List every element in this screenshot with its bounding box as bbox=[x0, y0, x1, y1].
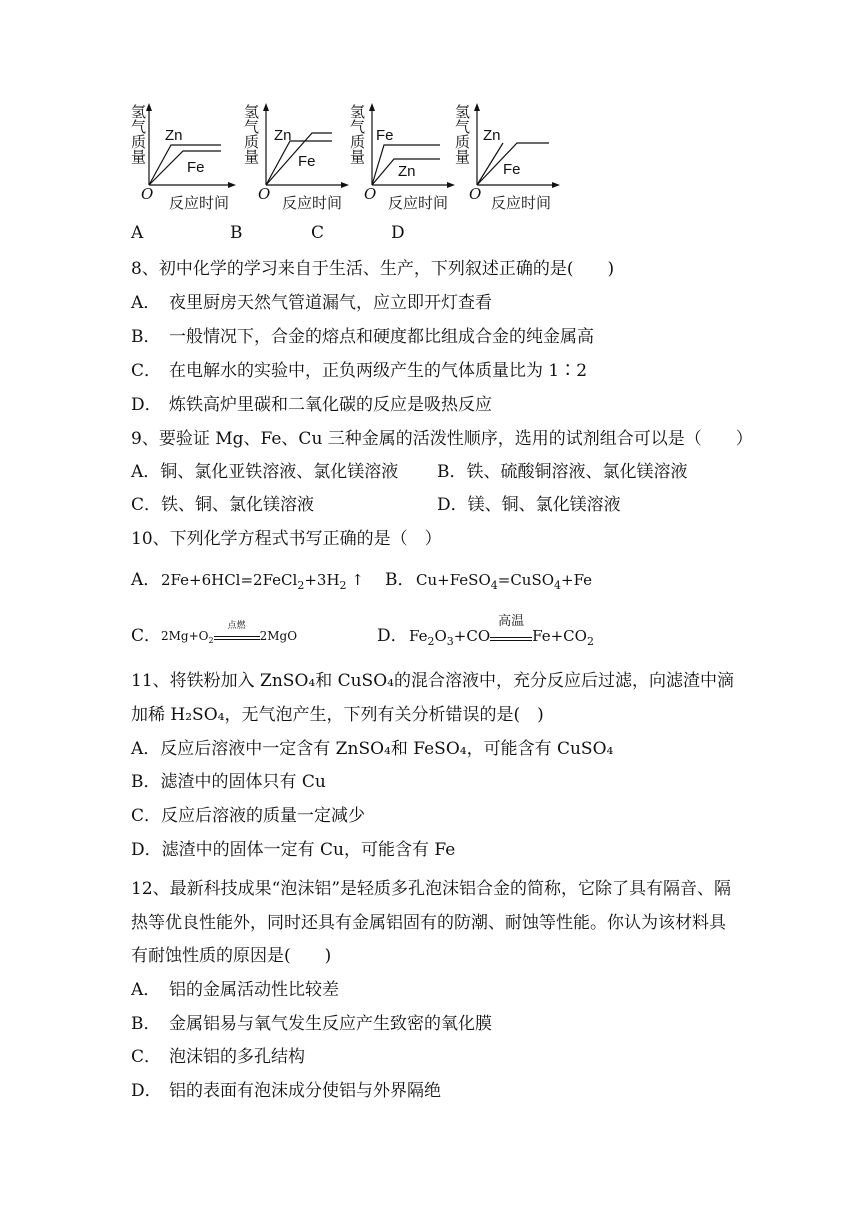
q7-graph-c bbox=[350, 103, 460, 213]
x-axis-label: 反应时间 bbox=[491, 194, 552, 212]
option-b: B．铁、硫酸铜溶液、氯化镁溶液 bbox=[437, 462, 688, 482]
option-a: A． 夜里厨房天然气管道漏气，应立即开灯查看 bbox=[131, 293, 492, 313]
bottom-curve-label: Fe bbox=[187, 159, 205, 176]
question-stem-continued: 加稀 H₂SO₄，无气泡产生，下列有关分析错误的是( ) bbox=[131, 705, 544, 725]
option-c: C． 在电解水的实验中，正负两级产生的气体质量比为 1∶2 bbox=[131, 361, 588, 381]
option-b: B．滤渣中的固体只有 Cu bbox=[131, 772, 326, 792]
x-axis-label: 反应时间 bbox=[169, 194, 230, 212]
question-stem: 11、将铁粉加入 ZnSO₄和 CuSO₄的混合溶液中，充分反应后过滤，向滤渣中滴 bbox=[131, 671, 734, 691]
option-letter: B bbox=[230, 223, 243, 243]
origin-label: O bbox=[364, 185, 377, 203]
option-row bbox=[131, 461, 688, 483]
q7-graph-a bbox=[131, 103, 241, 213]
option-label: D． bbox=[377, 626, 408, 646]
graph-axes bbox=[350, 103, 460, 198]
option-d: D． 铝的表面有泡沫成分使铝与外界隔绝 bbox=[131, 1081, 441, 1101]
equation-d: $Fe_2O_3+CO$ 高温 $Fe+CO_2$ bbox=[409, 614, 594, 648]
option-a: A． 铝的金属活动性比较差 bbox=[131, 980, 339, 1000]
option-a: A．铜、氯化亚铁溶液、氯化镁溶液 bbox=[131, 462, 399, 482]
question-stem-continued: 热等优良性能外，同时还具有金属铝固有的防潮、耐蚀等性能。你认为该材料具 bbox=[131, 913, 726, 933]
option-letter: C bbox=[311, 223, 325, 243]
equation-b: Cu+FeSO$_4$=CuSO$_4$+Fe bbox=[416, 571, 593, 592]
y-axis-label: 氢 气 质 量 bbox=[455, 103, 471, 166]
y-axis-label: 氢 气 质 量 bbox=[244, 103, 260, 166]
graph-axes bbox=[131, 103, 241, 198]
origin-label: O bbox=[141, 185, 154, 203]
equation-c: $2Mg+O_2$ 点燃 2MgO bbox=[161, 621, 298, 645]
option-label: A． bbox=[131, 570, 161, 590]
option-letter: A bbox=[131, 223, 144, 243]
y-axis-label: 氢 气 质 量 bbox=[131, 103, 147, 166]
question-stem-continued: 有耐蚀性质的原因是( ) bbox=[131, 946, 332, 966]
question-stem: 8、初中化学的学习来自于生活、生产，下列叙述正确的是( ) bbox=[131, 259, 615, 279]
x-axis-label: 反应时间 bbox=[282, 194, 343, 212]
question-stem: 9、要验证 Mg、Fe、Cu 三种金属的活泼性顺序，选用的试剂组合可以是（ ） bbox=[131, 429, 753, 449]
equation-row bbox=[131, 569, 593, 592]
q7-graph-d bbox=[455, 103, 565, 213]
option-label: B． bbox=[385, 570, 415, 590]
question-stem: 10、下列化学方程式书写正确的是（ ） bbox=[131, 529, 442, 549]
option-d: D． 炼铁高炉里碳和二氧化碳的反应是吸热反应 bbox=[131, 395, 492, 415]
option-c: C． 泡沫铝的多孔结构 bbox=[131, 1047, 305, 1067]
graph-axes bbox=[244, 103, 354, 198]
x-axis-label: 反应时间 bbox=[388, 194, 449, 212]
origin-label: O bbox=[258, 185, 271, 203]
option-b: B． 金属铝易与氧气发生反应产生致密的氧化膜 bbox=[131, 1014, 492, 1034]
option-c: C．铁、铜、氯化镁溶液 bbox=[131, 495, 315, 515]
top-curve-label: Zn bbox=[274, 127, 292, 144]
equation-row bbox=[131, 614, 594, 648]
top-curve-label: Zn bbox=[165, 127, 183, 144]
top-curve-label: Zn bbox=[483, 127, 501, 144]
origin-label: O bbox=[469, 185, 482, 203]
option-row bbox=[131, 494, 621, 516]
option-a: A．反应后溶液中一定含有 ZnSO₄和 FeSO₄，可能含有 CuSO₄ bbox=[131, 739, 614, 759]
bottom-curve-label: Zn bbox=[398, 163, 416, 180]
q7-option-letters bbox=[131, 222, 405, 244]
q7-graph-b bbox=[244, 103, 354, 213]
option-d: D．镁、铜、氯化镁溶液 bbox=[437, 495, 621, 515]
option-b: B． 一般情况下，合金的熔点和硬度都比组成合金的纯金属高 bbox=[131, 327, 594, 347]
equation-a: $2Fe+6HCl=2FeCl_2+3H_2$ ↑ bbox=[161, 571, 364, 592]
option-d: D．滤渣中的固体一定有 Cu，可能含有 Fe bbox=[131, 840, 456, 860]
bottom-curve-label: Fe bbox=[503, 161, 521, 178]
bottom-curve-label: Fe bbox=[298, 153, 316, 170]
graph-axes bbox=[455, 103, 565, 198]
top-curve-label: Fe bbox=[376, 127, 394, 144]
option-c: C．反应后溶液的质量一定减少 bbox=[131, 806, 366, 826]
option-label: C． bbox=[131, 626, 162, 646]
question-stem: 12、最新科技成果“泡沫铝”是轻质多孔泡沫铝合金的简称，它除了具有隔音、隔 bbox=[131, 879, 732, 899]
option-letter: D bbox=[391, 223, 405, 243]
y-axis-label: 氢 气 质 量 bbox=[350, 103, 366, 166]
